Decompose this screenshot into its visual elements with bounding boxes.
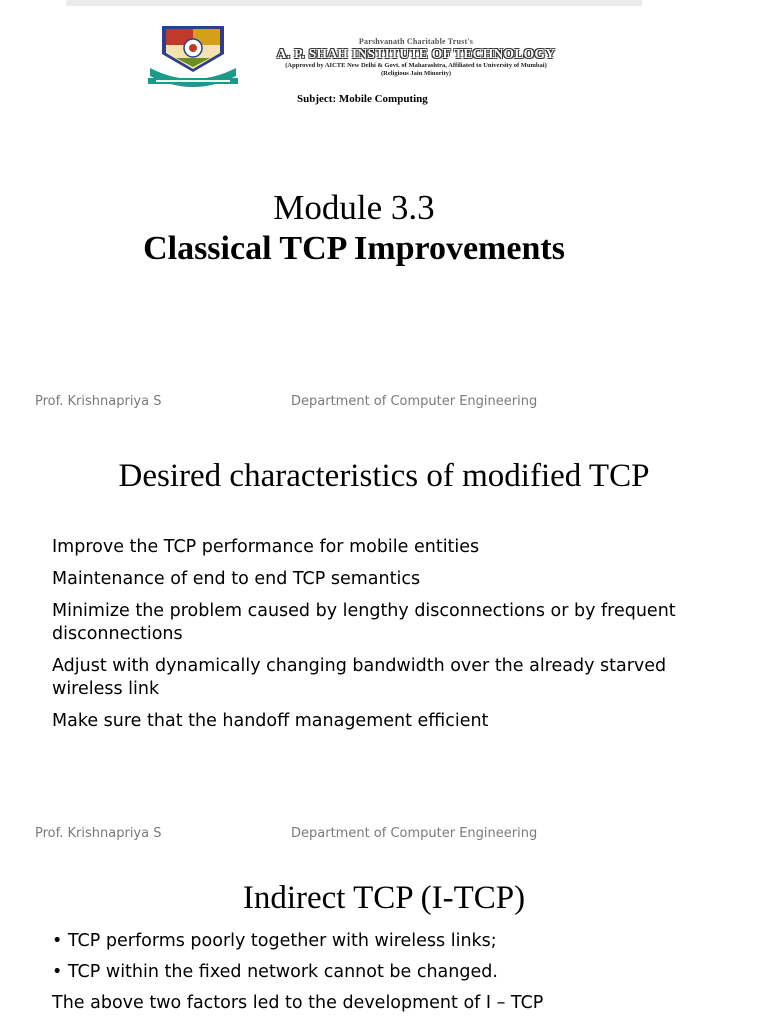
footer-author: Prof. Krishnapriya S [35, 394, 162, 409]
institute-crest-icon [146, 24, 240, 90]
list-item: Make sure that the handoff management efficient [52, 711, 489, 731]
characteristics-list [52, 536, 732, 742]
slide-heading-characteristics: Desired characteristics of modified TCP [118, 458, 650, 494]
slide-heading-itcp: Indirect TCP (I-TCP) [242, 880, 526, 916]
list-item: Minimize the problem caused by lengthy disconnections or by frequent disconnections [52, 601, 676, 644]
module-number: Module 3.3 [273, 188, 435, 227]
list-item: Maintenance of end to end TCP semantics [52, 569, 421, 589]
list-item: • TCP within the fixed network cannot be changed. [52, 962, 498, 982]
footer-department: Department of Computer Engineering [291, 826, 538, 841]
list-item: The above two factors led to the development of I – TCP [52, 993, 544, 1013]
institute-name: A. P. SHAH INSTITUTE OF TECHNOLOGY [276, 46, 556, 61]
approval-note: (Approved by AICTE New Delhi & Govt. of Maharashtra, Affiliated to University of Mumbai) [285, 62, 547, 69]
module-title: Classical TCP Improvements [143, 230, 565, 267]
page-top-strip [66, 0, 642, 6]
itcp-list [52, 930, 732, 1023]
list-item: Adjust with dynamically changing bandwidth over the already starved wireless link [52, 656, 667, 699]
footer-author: Prof. Krishnapriya S [35, 826, 162, 841]
footer-department: Department of Computer Engineering [291, 394, 538, 409]
subject-label: Subject: Mobile Computing [297, 93, 428, 105]
trust-name: Parshvanath Charitable Trust's [358, 37, 474, 46]
minority-note: (Religious Jain Minority) [380, 70, 452, 77]
institute-header [258, 37, 574, 78]
list-item: Improve the TCP performance for mobile entities [52, 537, 480, 557]
list-item: • TCP performs poorly together with wireless links; [52, 931, 497, 951]
